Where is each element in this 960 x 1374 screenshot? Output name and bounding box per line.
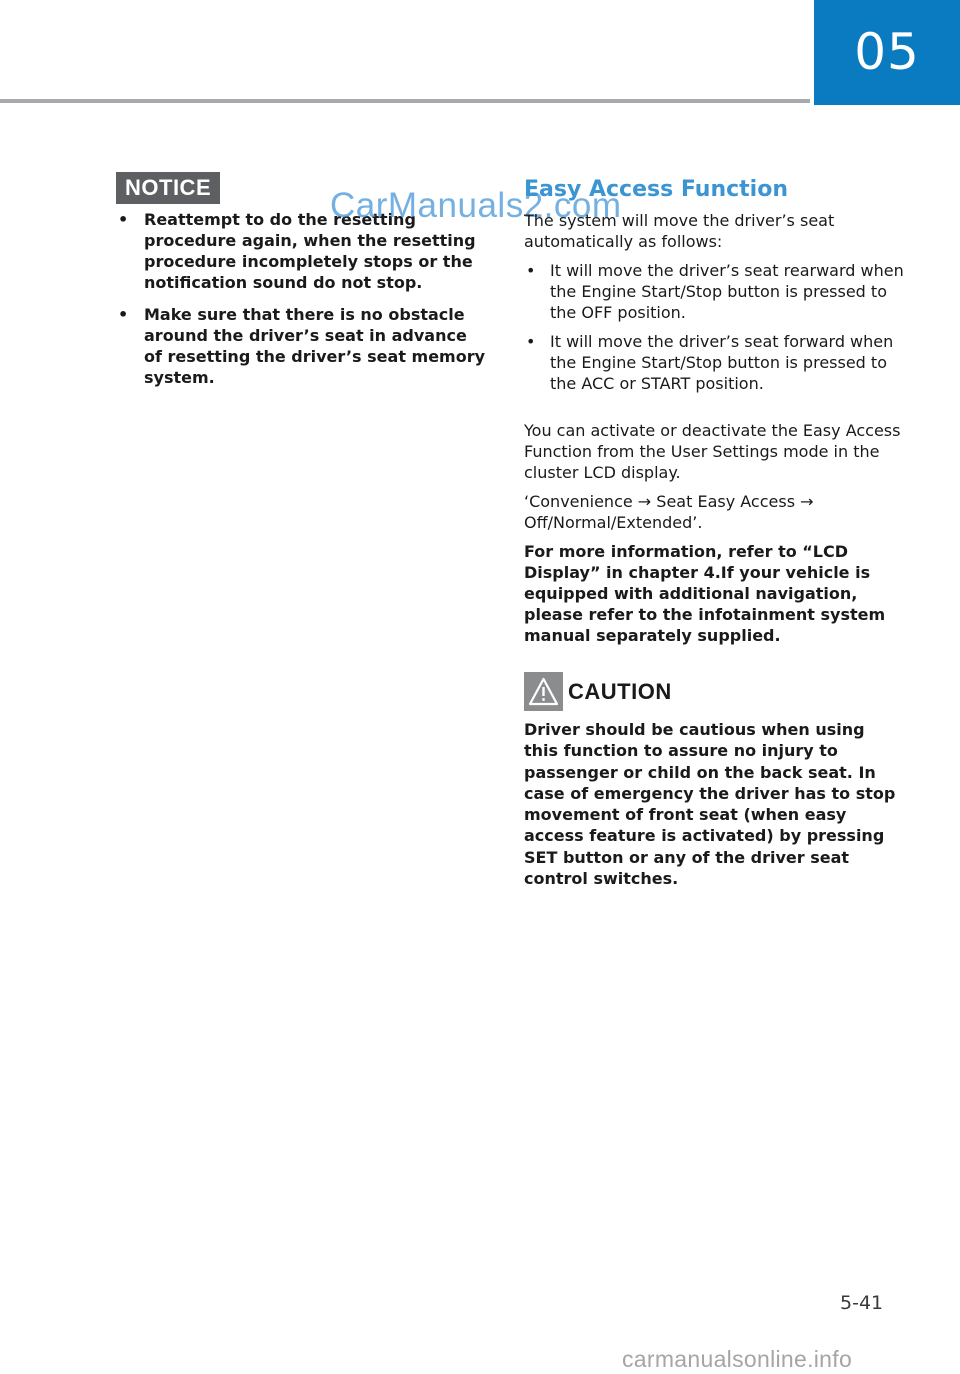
section-title: Easy Access Function — [524, 177, 788, 202]
notice-item: • Make sure that there is no obstacle around the driver’s seat in advance of resetting the driver’s seat memory system. — [116, 304, 488, 388]
watermark-carmanuals: CarManuals2.com — [330, 186, 622, 225]
caution-text: Driver should be cautious when using this function to assure no injury to passenger or child on the back seat. In case of emergency the driver has to stop movement of front seat (when easy access feature is activated) by pressing SET button or any of the driver seat control switches. — [524, 720, 896, 889]
header-divider — [0, 99, 810, 103]
easy-access-item: • It will move the driver’s seat forward when the Engine Start/Stop button is pressed to the ACC or START position. — [524, 331, 904, 394]
warning-triangle-icon — [524, 672, 563, 711]
easy-access-list — [524, 260, 904, 394]
easy-access-section — [524, 176, 904, 889]
footer-watermark: carmanualsonline.info — [622, 1346, 853, 1372]
caution-header — [524, 672, 904, 711]
caution-title: CAUTION — [568, 678, 672, 704]
settings-path: ‘Convenience → Seat Easy Access → Off/Normal/Extended’. — [524, 492, 814, 532]
more-info-paragraph: For more information, refer to “LCD Display” in chapter 4.If your vehicle is equipped with additional navigation, please refer to the infotainment system manual separately supplied. — [524, 542, 886, 645]
notice-item: • Reattempt to do the resetting procedure again, when the resetting procedure incompletely stops or the notification sound do not stop. — [116, 209, 488, 293]
page-number: 5-41 — [840, 1292, 884, 1314]
activate-paragraph: You can activate or deactivate the Easy Access Function from the User Settings mode in the cluster LCD display. — [524, 421, 901, 482]
chapter-number-tab: 05 — [814, 0, 960, 105]
easy-access-item: • It will move the driver’s seat rearward when the Engine Start/Stop button is pressed to the OFF position. — [524, 260, 904, 323]
intro-paragraph: The system will move the driver’s seat automatically as follows: — [524, 211, 835, 251]
notice-list — [116, 209, 488, 399]
notice-badge: NOTICE — [116, 172, 220, 204]
